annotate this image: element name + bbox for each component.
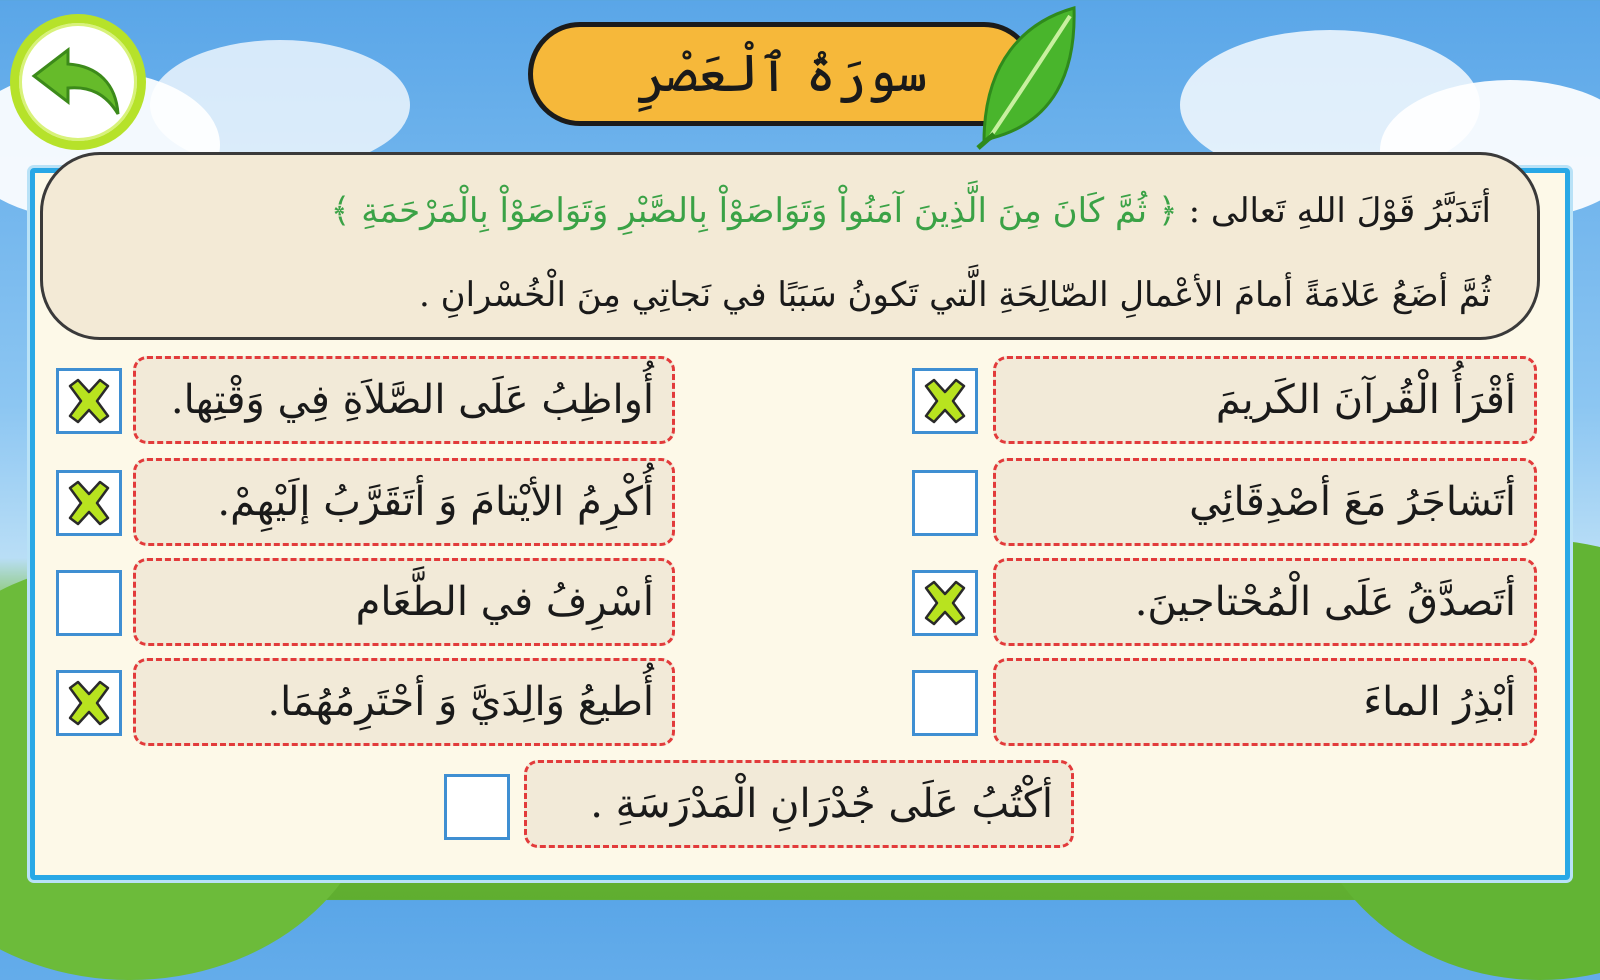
item-text: أُواظِبُ عَلَى الصَّلاَةِ فِي وَقْتِها. <box>133 356 675 444</box>
instruction-line-2: ثُمَّ أضَعُ عَلامَةً أمامَ الأعْمالِ الصّالِحَةِ الَّتي تَكونُ سَبَبًا في نَجاتِي مِنَ الْخُسْرانِ . <box>419 275 1491 315</box>
checkmark-icon <box>920 376 970 426</box>
checkmark-icon <box>64 478 114 528</box>
instruction-box <box>40 152 1540 340</box>
item-checkbox[interactable] <box>444 774 510 840</box>
item-checkbox[interactable] <box>56 470 122 536</box>
item-checkbox[interactable] <box>912 368 978 434</box>
back-arrow-icon <box>30 44 126 120</box>
checkmark-icon <box>64 376 114 426</box>
cloud-decoration <box>150 40 410 170</box>
item-checkbox[interactable] <box>56 570 122 636</box>
item-text: أكْتُبُ عَلَى جُدْرَانِ الْمَدْرَسَةِ . <box>524 760 1074 848</box>
item-checkbox[interactable] <box>912 670 978 736</box>
item-text: أقْرَأُ الْقُرآنَ الكَريمَ <box>993 356 1537 444</box>
quran-verse: ﴿ ثُمَّ كَانَ مِنَ الَّذِينَ آمَنُواْ وَتَوَاصَوْاْ بِالصَّبْرِ وَتَوَاصَوْاْ بِالْمَرْحَمَةِ ﴾ <box>330 191 1178 231</box>
title-banner <box>528 22 1036 126</box>
checkmark-icon <box>64 678 114 728</box>
item-text: أُطيعُ وَالِدَيَّ وَ أحْتَرِمُهُمَا. <box>133 658 675 746</box>
item-text: أُكْرِمُ الأيْتامَ وَ أتَقَرَّبُ إلَيْهِمْ. <box>133 458 675 546</box>
item-text: أبْذِرُ الماءَ <box>993 658 1537 746</box>
checkmark-icon <box>920 578 970 628</box>
item-checkbox[interactable] <box>56 368 122 434</box>
item-text: أتَشاجَرُ مَعَ أصْدِقَائِي <box>993 458 1537 546</box>
instruction-line-1 <box>73 169 1491 253</box>
item-checkbox[interactable] <box>912 470 978 536</box>
page-title: سورَةُ ٱلْعَصْرِ <box>636 44 928 104</box>
item-checkbox[interactable] <box>912 570 978 636</box>
leaf-icon <box>974 2 1084 152</box>
item-text: أسْرِفُ في الطَّعَام <box>133 558 675 646</box>
item-checkbox[interactable] <box>56 670 122 736</box>
instruction-prefix: أتَدَبَّرُ قَوْلَ اللهِ تَعالى : <box>1188 191 1491 231</box>
back-button[interactable] <box>10 14 146 150</box>
item-text: أتَصدَّقُ عَلَى الْمُحْتاجينَ. <box>993 558 1537 646</box>
